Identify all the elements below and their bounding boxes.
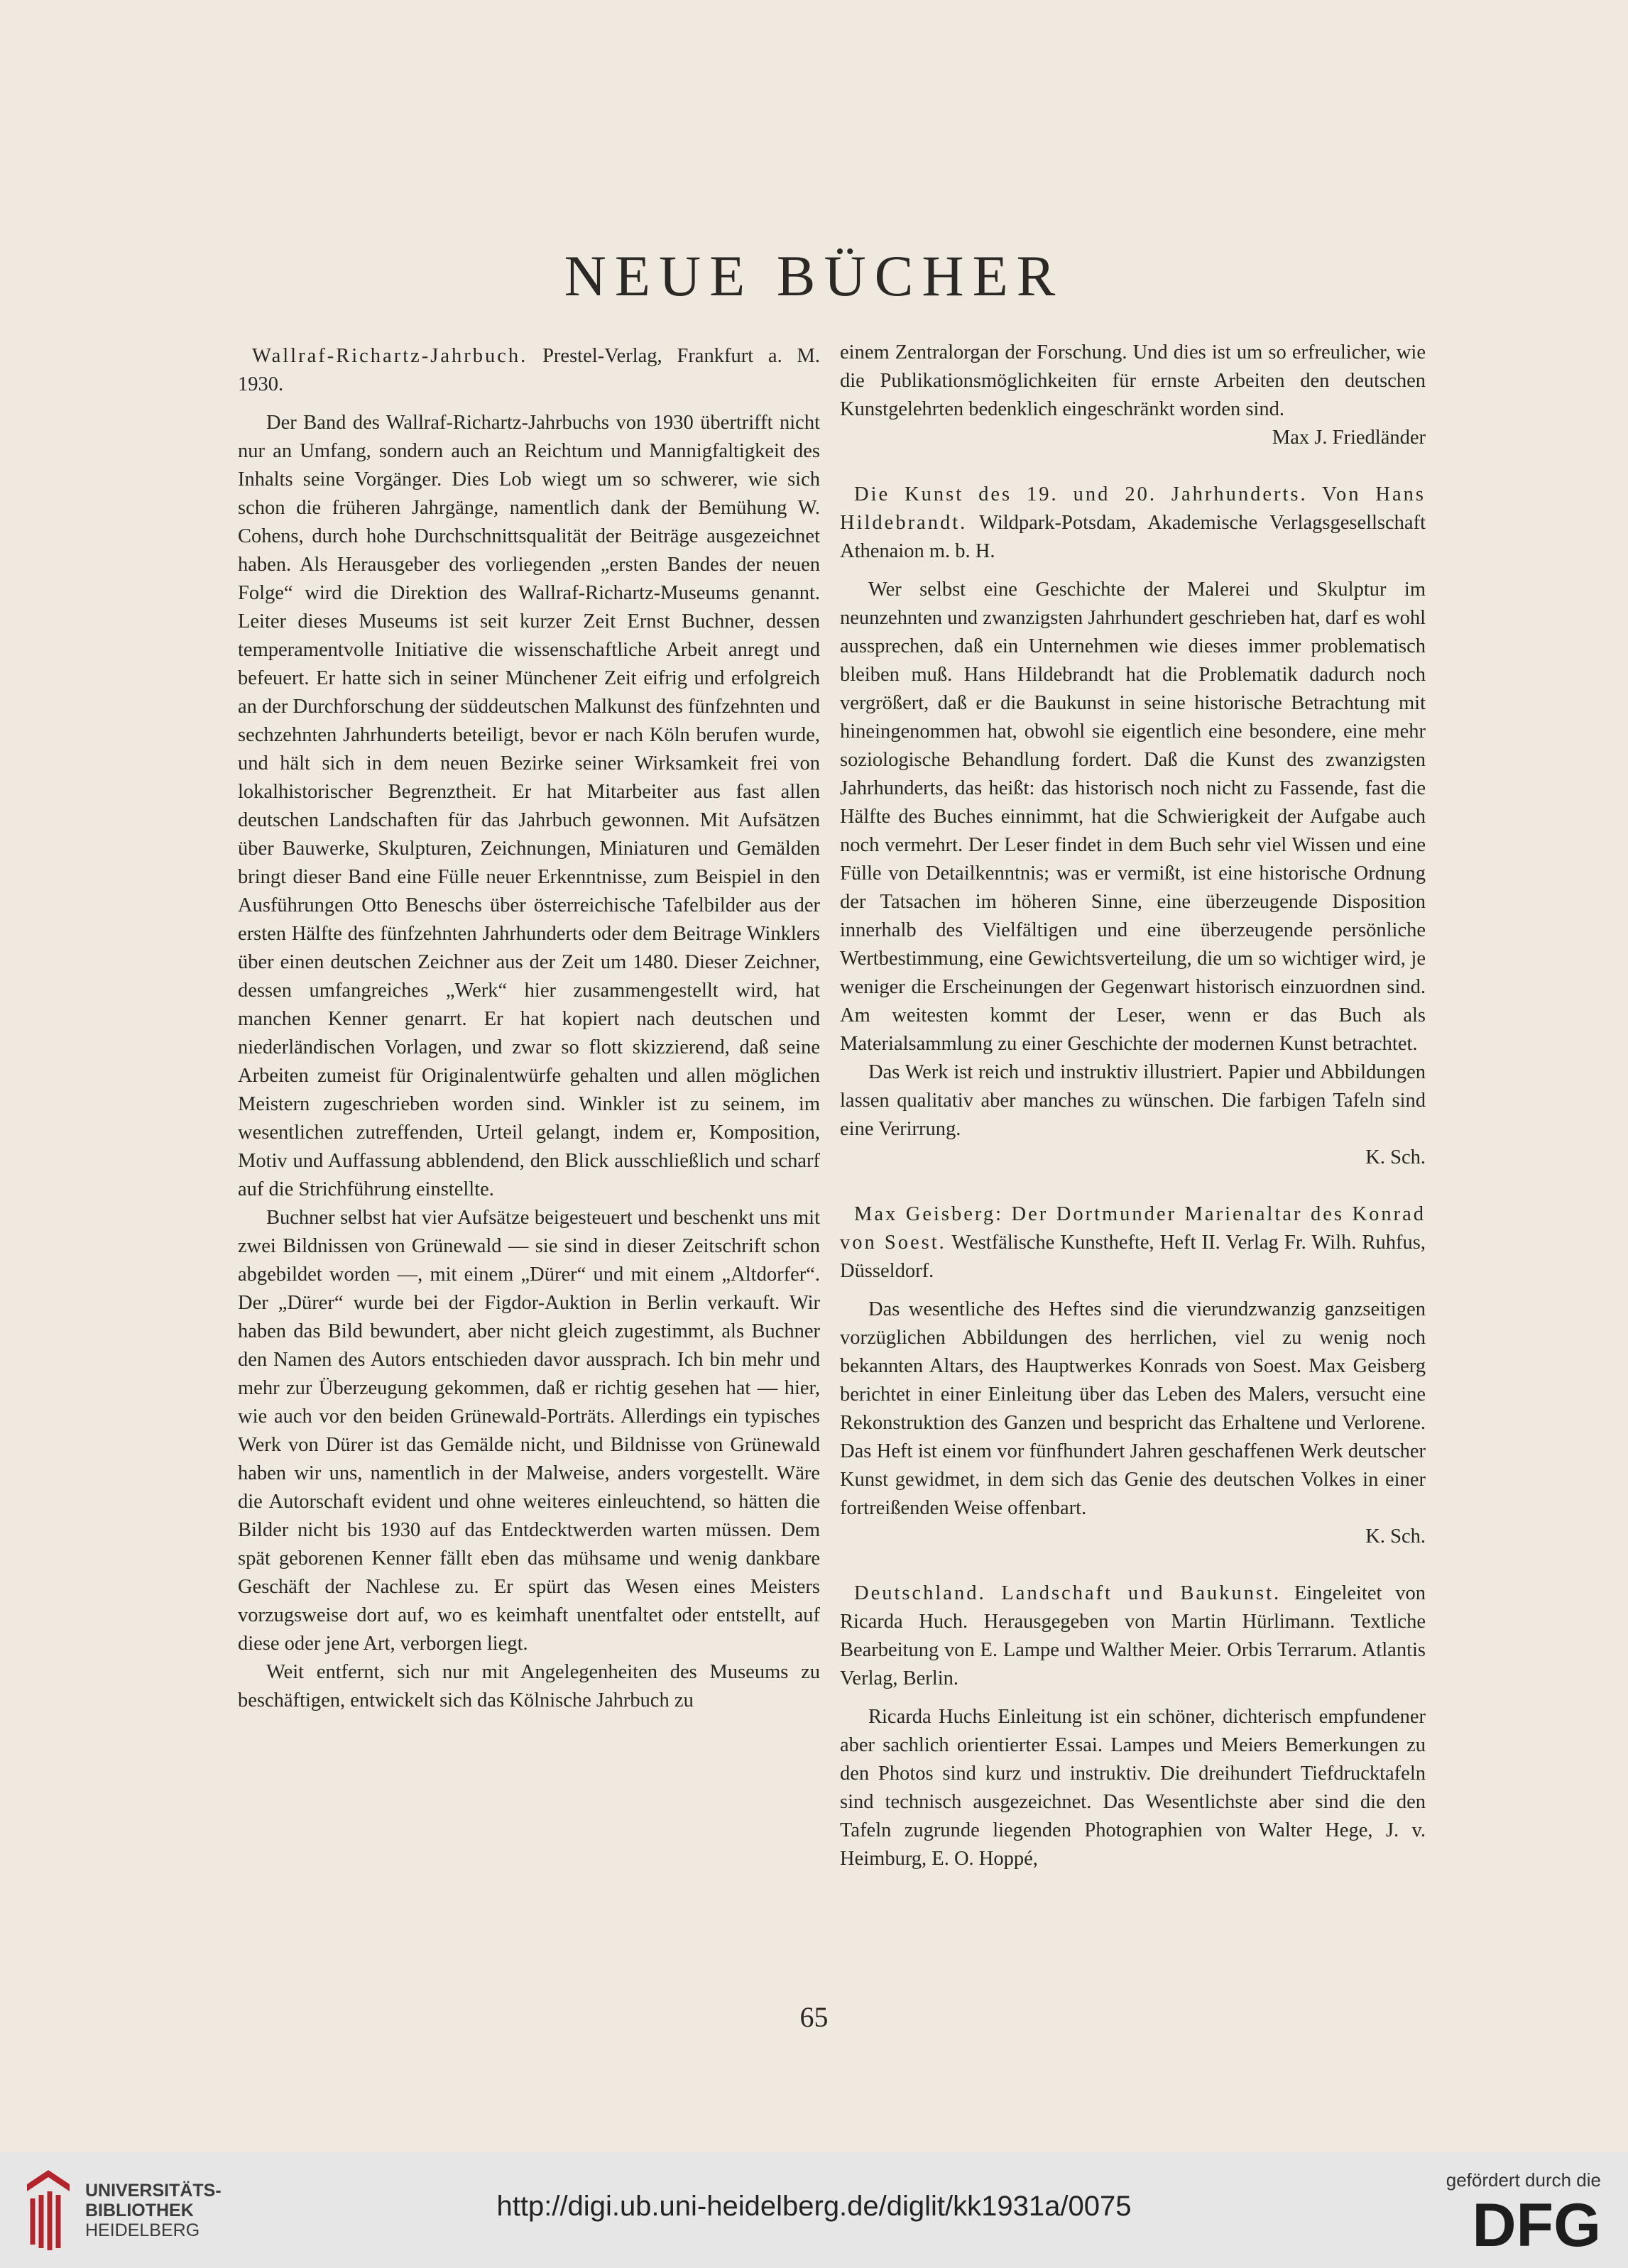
- review-paragraph: Weit entfernt, sich nur mit Angelegenheiten des Museums zu beschäftigen, entwickelt sich das Kölnische Jahrbuch zu: [238, 1661, 820, 1711]
- review-paragraph: Wer selbst eine Geschichte der Malerei und Skulptur im neunzehnten und zwanzigsten Jahrhundert geschrieben hat, darf es wohl aussprechen, daß ein Unternehmen wie dieses immer problematisch bleiben muß. Hans Hildebrandt hat die Problematik dadurch noch vergrößert, daß er die Baukunst in seine historische Betrachtung mit hineingenommen hat, obwohl sie eigentlich eine besondere, eine mehr soziologische Behandlung fordert. Daß die Kunst des zwanzigsten Jahrhunderts, das heißt: das historisch noch nicht zu Fassende, fast die Hälfte des Buches einnimmt, hat die Schwierigkeit der Aufgabe auch noch vermehrt. Der Leser findet in dem Buch sehr viel Wissen und eine Fülle von Detailkenntnis; was er vermißt, ist eine historische Ordnung der Tatsachen im höheren Sinne, eine überzeugende Disposition innerhalb des Vielfältigen und eine überzeugende persönliche Wertbestimmung, eine Gewichtsverteilung, die um so wichtiger wird, je weniger die Erscheinungen der Gegenwart historisch einzuordnen sind. Am weitesten kommt der Leser, wenn er das Buch als Materialsammlung zu einer Geschichte der modernen Kunst betrachtet.: [840, 579, 1426, 1055]
- review-paragraph: Das wesentliche des Heftes sind die vierundzwanzig ganzseitigen vorzüglichen Abbildungen des herrlichen, viel zu wenig noch bekannten Altars, des Hauptwerkes Konrads von Soest. Max Geisberg berichtet in einer Einleitung über das Leben des Malers, versucht eine Rekonstruktion des Ganzen und bespricht das Erhaltene und Verlorene. Das Heft ist einem vor fünfhundert Jahren geschaffenen Werk deutscher Kunst gewidmet, in dem sich das Genie des deutschen Volkes in einer fortreißenden Weise offenbart.: [840, 1298, 1426, 1519]
- review-heading-1: [238, 342, 820, 399]
- funded-by-label: gefördert durch die: [1446, 2169, 1601, 2191]
- review-heading-publisher: Wildpark-Potsdam, Akademische Verlagsgesellschaft Athenaion m. b. H.: [840, 512, 1426, 562]
- review-heading-4: [840, 1579, 1426, 1693]
- left-column: [238, 342, 820, 1715]
- signature-line: [840, 1523, 1426, 1551]
- reviewer-signature: Max J. Friedländer: [1272, 427, 1426, 449]
- page-number: 65: [799, 2001, 829, 2033]
- review-paragraph: Der Band des Wallraf-Richartz-Jahrbuchs von 1930 übertrifft nicht nur an Umfang, sondern auch an Reichtum und Mannigfaltigkeit des Inhalts seine Vorgänger. Dies Lob wiegt um so schwerer, wie sich schon die früheren Jahrgänge, namentlich dank der Bemühung W. Cohens, durch hohe Durchschnittsqualität der Beiträge ausgezeichnet haben. Als Herausgeber des vorliegenden „ersten Bandes der neuen Folge“ wird die Direktion des Wallraf-Richartz-Museums genannt. Leiter dieses Museums ist seit kurzer Zeit Ernst Buchner, dessen temperamentvolle Initiative die wissenschaftliche Arbeit anregt und befeuert. Er hatte sich in seiner Münchener Zeit eifrig und erfolgreich an der Durchforschung der süddeutschen Malkunst des fünfzehnten und sechzehnten Jahrhunderts beteiligt, bevor er nach Köln berufen wurde, und hält sich in dem neuen Bezirke seiner Wirksamkeit frei von lokalhistorischer Begrenztheit. Er hat Mitarbeiter aus fast allen deutschen Landschaften für das Jahrbuch gewonnen. Mit Aufsätzen über Bauwerke, Skulpturen, Zeichnungen, Miniaturen und Gemälden bringt dieser Band eine Fülle neuer Erkenntnisse, zum Beispiel in den Ausführungen Otto Beneschs über österreichische Tafelbilder aus der ersten Hälfte des fünfzehnten Jahrhunderts oder dem Beitrage Winklers über einen deutschen Zeichner aus der Zeit um 1480. Dieser Zeichner, dessen umfangreiches „Werk“ hier zusammengestellt wird, hat manchen Kenner genarrt. Er hat kopiert nach deutschen und niederländischen Vorlagen, und zwar so flott skizzierend, daß seine Arbeiten zumeist für Originalentwürfe gehalten und allen möglichen Meistern zugeschrieben worden sind. Winkler ist zu seinem, im wesentlichen zutreffenden, Urteil gelangt, indem er, Komposition, Motiv und Auffassung abblendend, den Blick ausschließlich und scharf auf die Strichführung einstellte.: [238, 412, 820, 1200]
- review-heading-title: Deutschland. Landschaft und Baukunst.: [854, 1582, 1282, 1604]
- review-paragraph: Buchner selbst hat vier Aufsätze beigesteuert und beschenkt uns mit zwei Bildnissen von Grünewald — sie sind in dieser Zeitschrift schon abgebildet worden —, mit einem „Dürer“ und mit einem „Altdorfer“. Der „Dürer“ wurde bei der Figdor-Auktion in Berlin verkauft. Wir haben das Bild bewundert, aber nicht gleich zugestimmt, als Buchner den Namen des Autors entschieden davor aussprach. Ich bin mehr und mehr zur Überzeugung gekommen, daß er richtig gesehen hat — hier, wie auch vor den beiden Grünewald-Porträts. Allerdings ein typisches Werk von Dürer ist das Gemälde nicht, und Bildnisse von Grünewald haben wir uns, namentlich in der Malweise, anders vorgestellt. Wäre die Autorschaft evident und ohne weiteres einleuchtend, so hätten die Bilder nicht bis 1930 auf das Entdecktwerden warten müssen. Dem spät geborenen Kenner fällt eben das mühsame und wenig dankbare Geschäft der Nachlese zu. Er spürt das Wesen eines Meisters vorzugsweise dort auf, wo es keimhaft unentfaltet oder entstellt, auf diese oder jene Art, verborgen liegt.: [238, 1207, 820, 1655]
- dfg-logo-icon: [1438, 2195, 1601, 2252]
- review-heading-title: Wallraf-Richartz-Jahrbuch.: [252, 345, 528, 367]
- review-heading-3: [840, 1200, 1426, 1286]
- permalink-url[interactable]: http://digi.ub.uni-heidelberg.de/diglit/kk1931a/0075: [496, 2191, 1132, 2222]
- library-name-line: HEIDELBERG: [85, 2220, 200, 2240]
- right-column: [840, 339, 1426, 1873]
- library-name-line: BIBLIOTHEK: [85, 2201, 194, 2220]
- dfg-logo-text: DFG: [1472, 2195, 1601, 2252]
- review-heading-title: Max Geisberg: Der Dortmunder Marienaltar des Konrad von Soest.: [840, 1203, 1426, 1254]
- review-heading-publisher: Eingeleitet von Ricarda Huch. Herausgegeben von Martin Hürlimann. Textliche Bearbeitung von E. Lampe und Walther Meier. Orbis Terrarum. Atlantis Verlag, Berlin.: [840, 1582, 1426, 1689]
- review-heading-title: Die Kunst des 19. und 20. Jahrhunderts. Von Hans Hildebrandt.: [840, 483, 1426, 534]
- reviewer-signature: K. Sch.: [1365, 1146, 1426, 1168]
- page-title: NEUE BÜCHER: [564, 243, 1064, 308]
- review-paragraph: einem Zentralorgan der Forschung. Und dies ist um so erfreulicher, wie die Publikationsmöglichkeiten für ernste Arbeiten den deutschen Kunstgelehrten bedenklich eingeschränkt worden sind.: [840, 341, 1426, 420]
- review-paragraph: Das Werk ist reich und instruktiv illustriert. Papier und Abbildungen lassen qualitativ aber manches zu wünschen. Die farbigen Tafeln sind eine Verirrung.: [840, 1061, 1426, 1140]
- review-heading-publisher: Prestel-Verlag, Frankfurt a. M. 1930.: [238, 345, 820, 395]
- digitization-footer: [0, 2152, 1628, 2268]
- signature-line: [840, 1144, 1426, 1172]
- signature-line: [840, 424, 1426, 452]
- library-name-line: UNIVERSITÄTS-: [85, 2181, 222, 2201]
- review-paragraph: Ricarda Huchs Einleitung ist ein schöner, dichterisch empfundener aber sachlich orientierter Essai. Lampes und Meiers Bemerkungen zu den Photos sind kurz und instruktiv. Die dreihundert Tiefdrucktafeln sind technisch ausgezeichnet. Das Wesentlichste aber sind die den Tafeln zugrunde liegenden Photographien von Walter Hege, J. v. Heimburg, E. O. Hoppé,: [840, 1706, 1426, 1870]
- review-heading-2: [840, 481, 1426, 566]
- reviewer-signature: K. Sch.: [1365, 1525, 1426, 1547]
- review-heading-publisher: Westfälische Kunsthefte, Heft II. Verlag Fr. Wilh. Ruhfus, Düsseldorf.: [840, 1232, 1426, 1282]
